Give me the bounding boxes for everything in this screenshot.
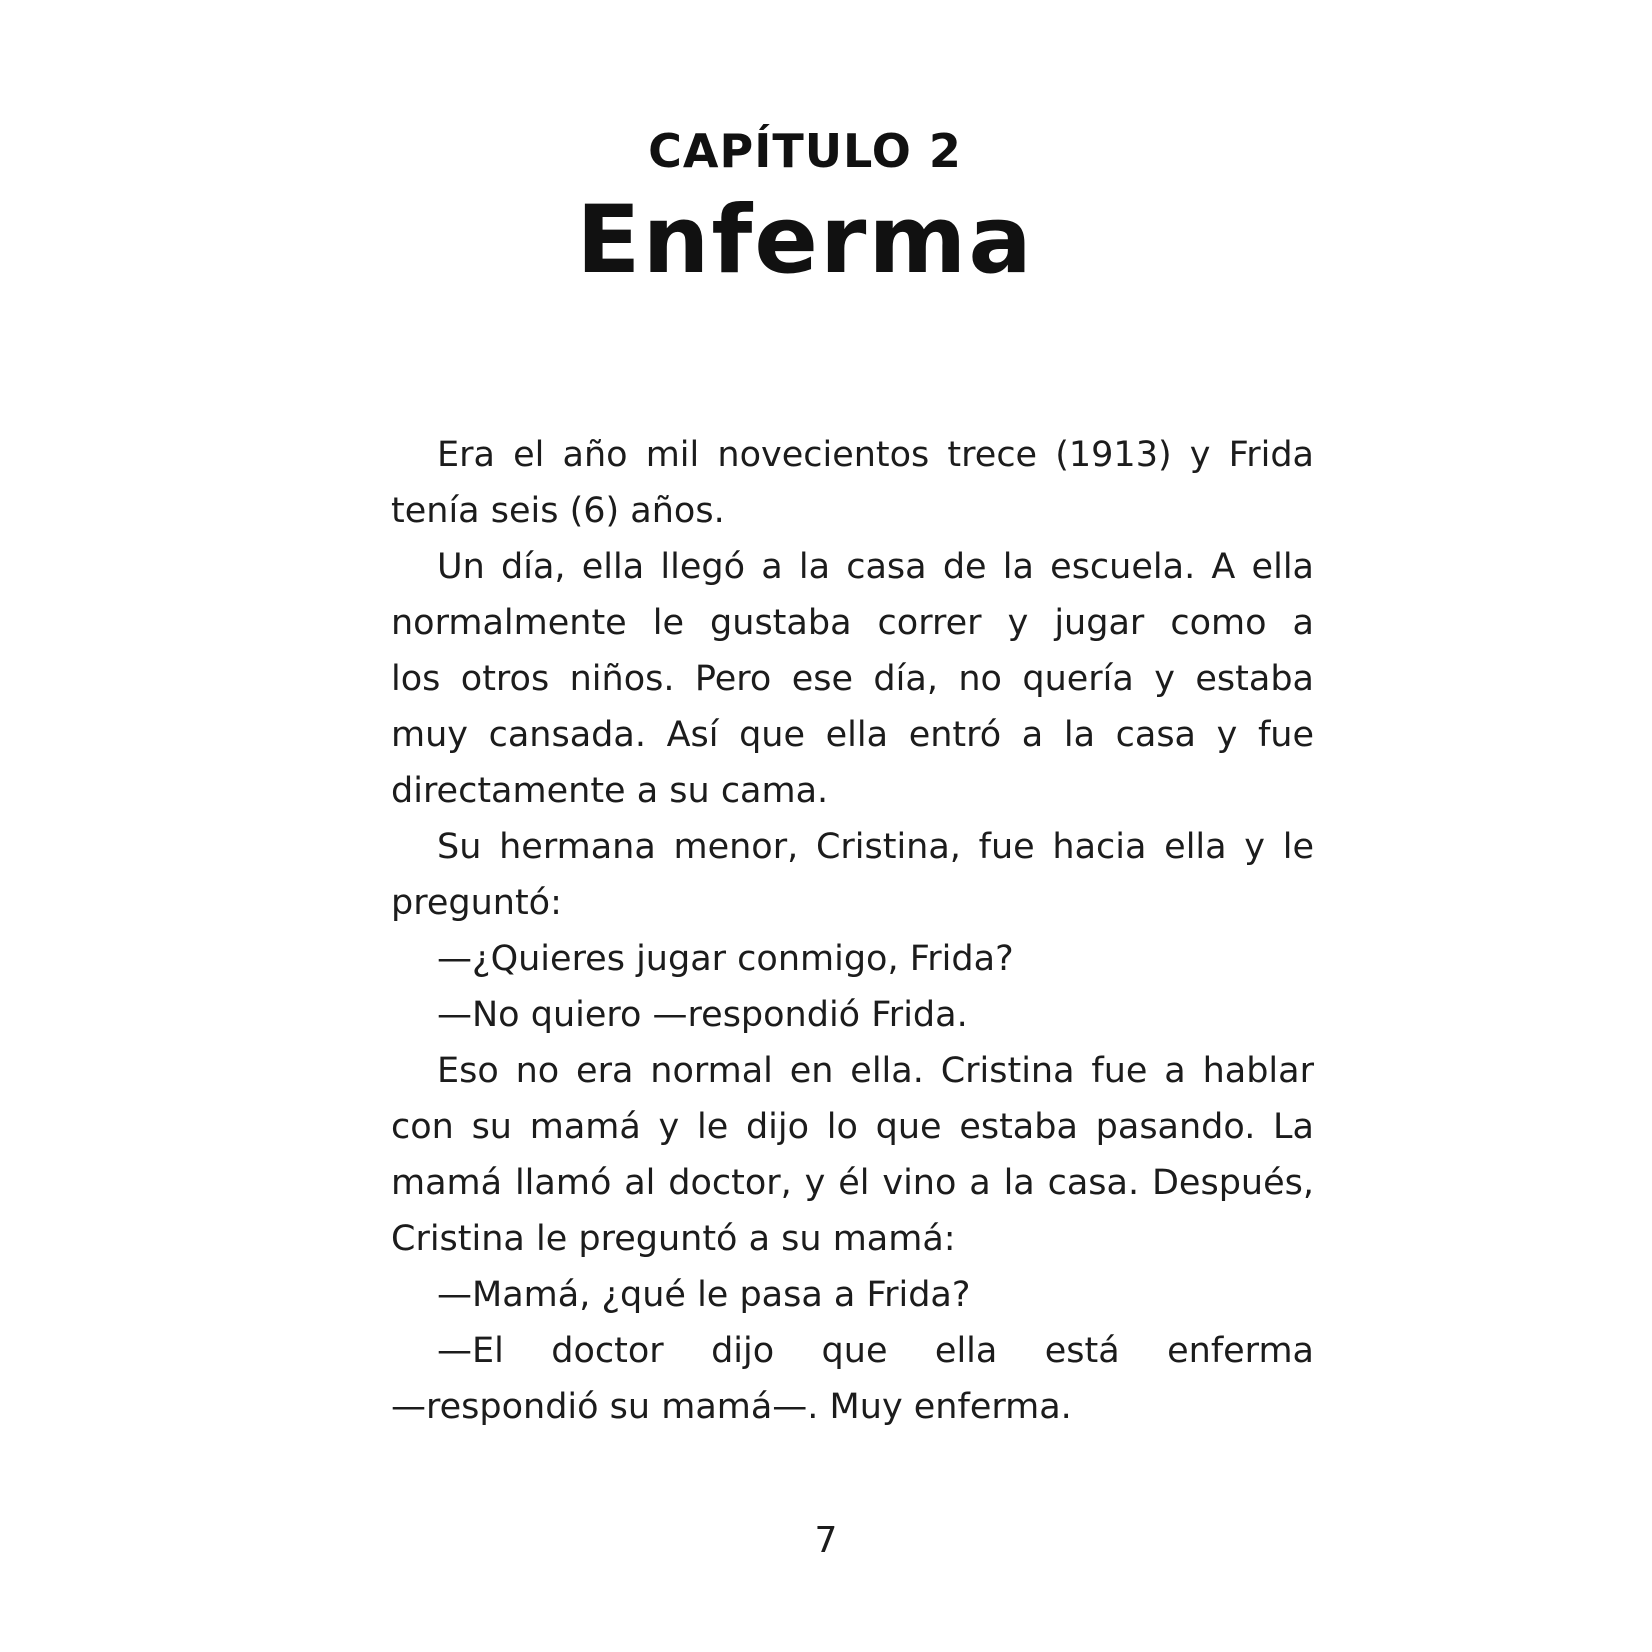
text-line: Cristina le preguntó a su mamá: <box>391 1219 956 1259</box>
text-line: directamente a su cama. <box>391 771 829 811</box>
paragraph <box>391 427 1314 539</box>
text-line: con su mamá y le dijo lo que estaba pasando. La <box>391 1107 1314 1147</box>
chapter-label: CAPÍTULO 2 <box>648 124 962 178</box>
chapter-title: Enferma <box>576 186 1034 295</box>
text-line: Un día, ella llegó a la casa de la escuela. A ella <box>437 547 1314 587</box>
text-line: muy cansada. Así que ella entró a la casa y fue <box>391 715 1314 755</box>
text-line: mamá llamó al doctor, y él vino a la casa. Después, <box>391 1163 1314 1203</box>
text-line: —respondió su mamá—. Muy enferma. <box>391 1387 1072 1427</box>
text-line: —Mamá, ¿qué le pasa a Frida? <box>437 1275 971 1315</box>
paragraph <box>391 1267 1314 1323</box>
text-line: Era el año mil novecientos trece (1913) y Frida <box>437 435 1314 475</box>
paragraph <box>391 1323 1314 1435</box>
paragraph <box>391 819 1314 931</box>
text-line: Eso no era normal en ella. Cristina fue a hablar <box>437 1051 1314 1091</box>
page-number: 7 <box>814 1520 838 1561</box>
text-line: tenía seis (6) años. <box>391 491 725 531</box>
text-line: —No quiero —respondió Frida. <box>437 995 968 1035</box>
text-line: —El doctor dijo que ella está enferma <box>437 1331 1314 1371</box>
paragraph <box>391 539 1314 819</box>
paragraph <box>391 987 1314 1043</box>
text-line: preguntó: <box>391 883 562 923</box>
paragraph <box>391 1043 1314 1267</box>
text-line: normalmente le gustaba correr y jugar como a <box>391 603 1314 643</box>
text-line: —¿Quieres jugar conmigo, Frida? <box>437 939 1014 979</box>
chapter-body <box>391 427 1314 1435</box>
text-line: Su hermana menor, Cristina, fue hacia ella y le <box>437 827 1314 867</box>
paragraph <box>391 931 1314 987</box>
text-line: los otros niños. Pero ese día, no quería y estaba <box>391 659 1314 699</box>
